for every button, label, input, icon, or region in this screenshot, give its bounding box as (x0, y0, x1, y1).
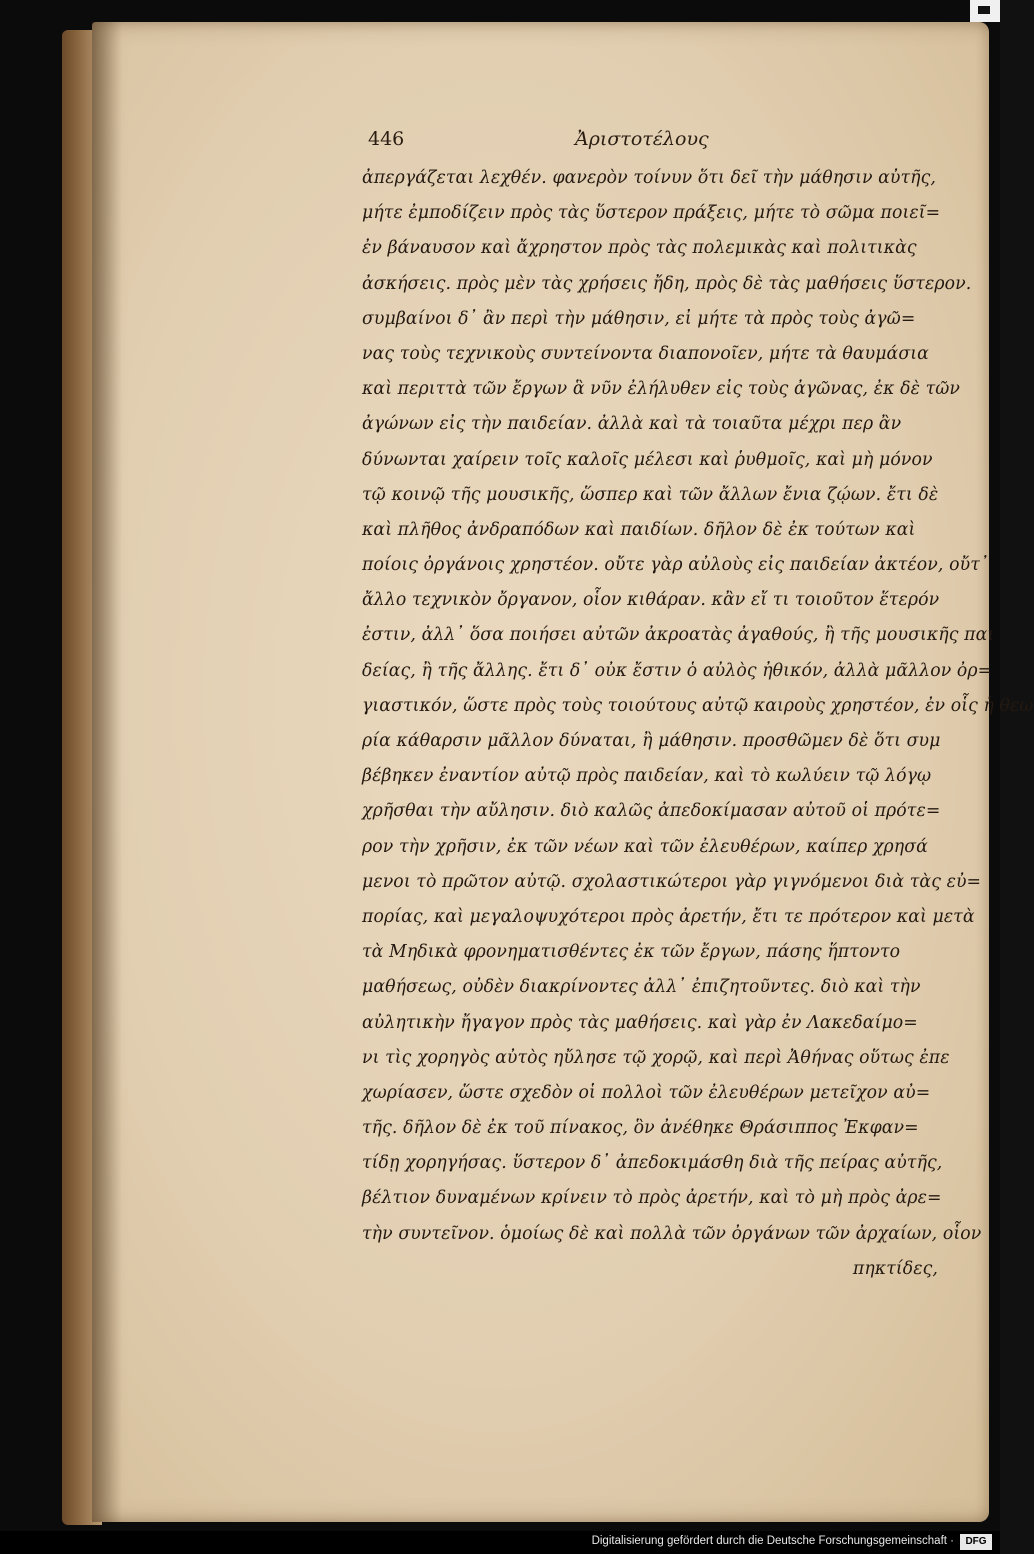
text-line: τῆς. δῆλον δὲ ἐκ τοῦ πίνακος, ὃν ἀνέθηκε Θράσιππος Ἐκφαν= (362, 1118, 919, 1139)
text-line: καὶ περιττὰ τῶν ἔργων ἃ νῦν ἐλήλυθεν εἰς τοὺς ἀγῶνας, ἐκ δὲ τῶν (362, 379, 961, 400)
text-line: νας τοὺς τεχνικοὺς συντείνοντα διαπονοῖεν, μήτε τὰ θαυμάσια (362, 343, 929, 364)
text-line: δύνωνται χαίρειν τοῖς καλοῖς μέλεσι καὶ ῥυθμοῖς, καὶ μὴ μόνον (362, 449, 933, 470)
text-line: τίδῃ χορηγήσας. ὕστερον δ᾽ ἀπεδοκιμάσθη διὰ τῆς πείρας αὐτῆς, (362, 1153, 943, 1174)
text-line: πορίας, καὶ μεγαλοψυχότεροι πρὸς ἀρετήν, ἔτι τε πρότερον καὶ μετὰ (362, 906, 975, 927)
text-line: χρῆσθαι τὴν αὔλησιν. διὸ καλῶς ἀπεδοκίμασαν αὐτοῦ οἱ πρότε= (362, 801, 941, 822)
scan-corner-mark (970, 0, 1000, 22)
text-line: ρία κάθαρσιν μᾶλλον δύναται, ἢ μάθησιν. προσθῶμεν δὲ ὅτι συμ (362, 731, 941, 751)
catchword: πηκτίδες, (852, 1258, 938, 1279)
text-line: καὶ πλῆθος ἀνδραπόδων καὶ παιδίων. δῆλον δὲ ἐκ τούτων καὶ (362, 519, 916, 540)
text-line: μενοι τὸ πρῶτον αὐτῷ. σχολαστικώτεροι γὰρ γιγνόμενοι διὰ τὰς εὐ= (362, 871, 982, 892)
dfg-logo-icon: DFG (960, 1534, 992, 1550)
text-line: ἀπεργάζεται λεχθέν. φανερὸν τοίνυν ὅτι δεῖ τὴν μάθησιν αὐτῆς, (362, 168, 937, 188)
gutter-shadow (92, 22, 122, 1522)
text-line: συμβαίνοι δ᾽ ἂν περὶ τὴν μάθησιν, εἰ μήτε τὰ πρὸς τοὺς ἀγῶ= (362, 308, 916, 329)
text-line: ἀγώνων εἰς τὴν παιδείαν. ἀλλὰ καὶ τὰ τοιαῦτα μέχρι περ ἂν (362, 414, 902, 435)
text-line: αὐλητικὴν ἤγαγον πρὸς τὰς μαθήσεις. καὶ γὰρ ἐν Λακεδαίμο= (362, 1012, 918, 1033)
text-line: βέλτιον δυναμένων κρίνειν τὸ πρὸς ἀρετήν, καὶ τὸ μὴ πρὸς ἀρε= (362, 1188, 942, 1209)
text-line: βέβηκεν ἐναντίον αὐτῷ πρὸς παιδείαν, καὶ τὸ κωλύειν τῷ λόγῳ (362, 766, 932, 787)
page-header (368, 128, 968, 158)
text-line: χωρίασεν, ὥστε σχεδὸν οἱ πολλοὶ τῶν ἐλευθέρων μετεῖχον αὐ= (362, 1082, 931, 1103)
footer-bar (0, 1531, 1000, 1554)
text-line: νι τὶς χορηγὸς αὐτὸς ηὔλησε τῷ χορῷ, καὶ περὶ Ἀθήνας οὕτως ἐπε (362, 1047, 950, 1068)
text-line: τὰ Μηδικὰ φρονηματισθέντες ἐκ τῶν ἔργων, πάσης ἥπτοντο (362, 942, 901, 963)
funding-credit: Digitalisierung gefördert durch die Deutsche Forschungsgemeinschaft · (591, 1535, 954, 1547)
text-line: ἐστιν, ἀλλ᾽ ὅσα ποιήσει αὐτῶν ἀκροατὰς ἀγαθούς, ἢ τῆς μουσικῆς παι (362, 625, 995, 646)
text-block (362, 161, 1034, 1287)
text-line: ἄλλο τεχνικὸν ὄργανον, οἷον κιθάραν. κἂν εἴ τι τοιοῦτον ἕτερόν (362, 590, 940, 611)
text-line: ἐν βάναυσον καὶ ἄχρηστον πρὸς τὰς πολεμικὰς καὶ πολιτικὰς (362, 238, 917, 259)
text-line: τῷ κοινῷ τῆς μουσικῆς, ὥσπερ καὶ τῶν ἄλλων ἔνια ζῴων. ἔτι δὲ (362, 484, 939, 505)
text-line: γιαστικόν, ὥστε πρὸς τοὺς τοιούτους αὐτῷ καιροὺς χρηστέον, ἐν οἷς ἡ θεω (362, 695, 1034, 716)
text-line: ἀσκήσεις. πρὸς μὲν τὰς χρήσεις ἤδη, πρὸς δὲ τὰς μαθήσεις ὕστερον. (362, 273, 972, 294)
text-line: μαθήσεως, οὐδὲν διακρίνοντες ἀλλ᾽ ἐπιζητοῦντες. διὸ καὶ τὴν (362, 977, 921, 998)
text-line: ποίοις ὀργάνοις χρηστέον. οὔτε γὰρ αὐλοὺς εἰς παιδείαν ἀκτέον, οὔτ᾽ (362, 555, 989, 576)
text-line: τὴν συντεῖνον. ὁμοίως δὲ καὶ πολλὰ τῶν ὀργάνων τῶν ἀρχαίων, οἷον (362, 1223, 982, 1244)
text-line: δείας, ἢ τῆς ἄλλης. ἔτι δ᾽ οὐκ ἔστιν ὁ αὐλὸς ἠθικόν, ἀλλὰ μᾶλλον ὀρ= (362, 660, 993, 681)
running-head: Ἀριστοτέλους (575, 128, 709, 150)
text-line: μήτε ἐμποδίζειν πρὸς τὰς ὕστερον πράξεις, μήτε τὸ σῶμα ποιεῖ= (362, 203, 941, 224)
text-line: ρον τὴν χρῆσιν, ἐκ τῶν νέων καὶ τῶν ἐλευθέρων, καίπερ χρησά (362, 836, 928, 857)
page-number: 446 (368, 128, 405, 150)
